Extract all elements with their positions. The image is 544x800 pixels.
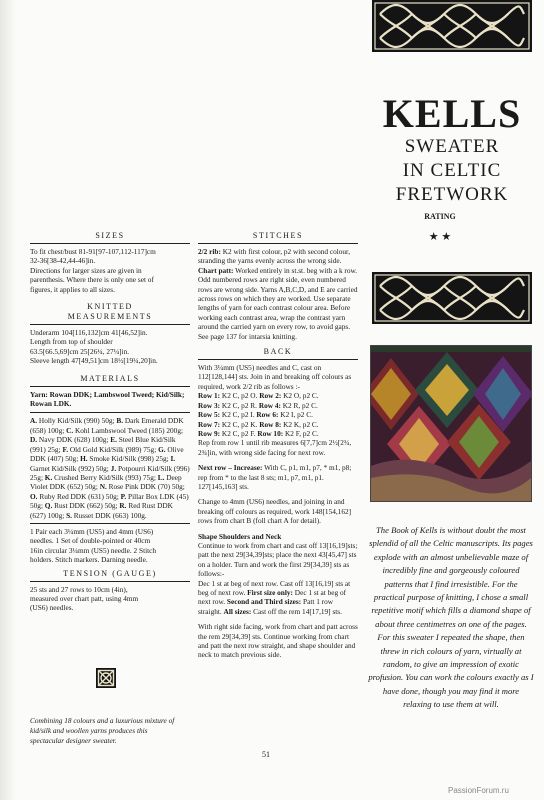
all-sizes-label: All sizes: — [223, 606, 252, 616]
yarn-code: E. — [110, 435, 117, 445]
needles-line: needles. 1 Set of double-pointed or 40cm — [30, 536, 151, 546]
row-label: Row 2: — [259, 391, 282, 401]
rib-row — [198, 391, 358, 400]
yarn-code: A. — [30, 416, 38, 426]
yarn-desc: Olive DDK (407) 50g; — [30, 444, 184, 464]
yarn-desc: Deep Violet DDK (652) 50g; — [30, 472, 182, 492]
measurement-line: Underarm 104[116,132]cm 41[46,52]in. — [30, 328, 148, 338]
yarn-desc: Dark Emerald DDK (658) 100g; — [30, 416, 184, 435]
increase-row — [198, 463, 358, 491]
row-text: K2 C, p2 I. — [220, 410, 257, 420]
tension-heading: TENSION (GAUGE) — [63, 568, 157, 578]
stitches-heading: STITCHES — [252, 231, 304, 240]
measurements-heading: MEASUREMENTS — [67, 312, 153, 322]
second-third-text: Patt 1 row straight. — [198, 597, 334, 616]
needles-line: 16in circular 3¼mm (US5) needle. 2 Stitch — [30, 545, 157, 555]
tension-line: 25 sts and 27 rows to 10cm (4in), — [30, 584, 128, 594]
yarn-desc: Crushed Berry Kid/Silk (993) 75g; — [52, 472, 158, 482]
yarn-desc: Red Rust DDK (627) 100g; — [30, 501, 173, 520]
divider — [30, 324, 190, 325]
yarn-code: O. — [30, 491, 38, 501]
yarn-code: N. — [99, 482, 107, 492]
divider — [198, 359, 358, 360]
shape-heading: Shape Shoulders and Neck — [198, 531, 282, 541]
celtic-knot-border-top — [372, 0, 532, 52]
row-label: Row 4: — [258, 400, 281, 410]
title-fretwork: FRETWORK — [395, 184, 509, 205]
yarn-desc: Pillar Box LDK (45) 50g; — [30, 491, 189, 511]
watermark: PassionForum.ru — [448, 786, 509, 795]
yarn-code: J. — [110, 463, 117, 473]
rating-stars: ★ ★ — [428, 231, 452, 243]
yarn-desc: Smoke Kid/Silk (998) 25g; — [87, 454, 171, 464]
divider — [30, 412, 190, 413]
yarn-code: C. — [66, 425, 74, 435]
materials-heading: MATERIALS — [80, 373, 140, 383]
yarn-code: H. — [80, 454, 88, 464]
rib-row — [198, 410, 358, 419]
rib-row — [198, 429, 358, 438]
yarn-desc: Rust DDK (662) 50g; — [52, 501, 120, 511]
rib-after: Rep from row 1 until rib measures 6[7,7]cm 2½[2¾, 2¾]in, with wrong side facing for next row. — [198, 438, 352, 457]
yarn-list — [30, 416, 190, 519]
chart-text: Worked entirely in st.st. beg with a k row. Odd numbered rows are right side, even numbered rows are wrong side. Yarns A,B,C,D, and E are carried across rows on which they are worked. Use separate lengths of yarn for each contrast colour area. Before working each contrast area, wrap the contrast yarn around the carried yarn on every row, to avoid gaps. See page 137 for intarsia knitting. — [198, 265, 358, 341]
row-label: Row 6: — [256, 410, 279, 420]
page-number: 51 — [262, 750, 270, 759]
sizes-line: parenthesis. Where there is only one set of — [30, 275, 154, 285]
row-text: K2 C, p2 F. — [220, 428, 258, 438]
divider — [30, 581, 190, 582]
change-needles-text: Change to 4mm (US6) needles, and joining in and breaking off colours as required, work 148[154,162] rows from chart B (foll chart A for detail). — [198, 497, 352, 526]
increase-text: With C, p1, m1, p7, * m1, p8; rep from * to the last 8 sts; m1, p7, m1, p1. 127[145,163] sts. — [198, 463, 352, 491]
measurement-line: Sleeve length 47[49,51]cm 18½[19¼,20]in. — [30, 356, 158, 366]
yarn-code: D. — [30, 435, 38, 445]
first-size-label: First size only: — [247, 588, 293, 597]
yarn-code: R. — [119, 501, 127, 511]
row-label: Row 1: — [198, 391, 221, 401]
yarn-desc: Old Gold Kid/Silk (989) 75g; — [68, 444, 159, 454]
row-text: K2 K, p2 C. — [281, 419, 319, 429]
yarn-code: S. — [66, 510, 72, 520]
title-sweater: SWEATER — [404, 136, 500, 157]
yarn-code: I. — [170, 454, 176, 464]
rib-text: K2 with first colour, p2 with second colour, stranding the yarns evenly across the wrong side. — [198, 247, 351, 266]
increase-label: Next row – Increase: — [198, 463, 263, 473]
yarn-code: Q. — [44, 501, 53, 511]
yarn-code: L. — [157, 472, 165, 482]
sizes-line: Directions for larger sizes are given in — [30, 265, 142, 275]
yarn-code: P. — [120, 491, 127, 501]
row-label: Row 7: — [198, 419, 221, 429]
row-text: K2 C, p2 R. — [220, 400, 259, 410]
divider — [30, 523, 190, 524]
rib-label: 2/2 rib: — [198, 247, 221, 256]
sizes-line: 32-36[38-42,44-46]in. — [30, 256, 96, 266]
yarn-desc: Ruby Red DDK (631) 50g; — [37, 491, 121, 501]
page-gutter-shadow — [0, 0, 16, 800]
row-text: K2 I, p2 C. — [278, 410, 313, 420]
row-label: Row 5: — [198, 410, 221, 420]
final-text: With right side facing, work from chart and patt across the rem 29[34,39] sts. Continue working from chart and patt the next row straight, and shape shoulder and neck to match previous side. — [198, 622, 358, 660]
yarn-desc: Rose Pink DDK (70) 50g; — [106, 482, 185, 492]
row-label: Row 9: — [198, 428, 221, 438]
celtic-knot-border-middle — [372, 272, 532, 324]
measurement-line: 63.5[66.5,69]cm 25[26¼, 27¼]in. — [30, 346, 130, 356]
needles-line: holders. Stitch markers. Darning needle. — [30, 555, 148, 565]
middle-column — [198, 231, 358, 660]
divider — [198, 243, 358, 244]
row-label: Row 8: — [259, 419, 282, 429]
back-intro: With 3¼mm (US5) needles and C, cast on 112[128,144] sts. Join in and breaking off colours as required, work 2/2 rib as follows :- — [198, 363, 352, 391]
yarn-code: G. — [158, 444, 166, 454]
chart-label: Chart patt: — [198, 265, 234, 275]
sizes-line: To fit chest/bust 81-91[97-107,112-117]cm — [30, 247, 156, 256]
intro-text: The Book of Kells is without doubt the most splendid of all the Celtic manuscripts. Its pages explode with an almost unbelievable maze of incredibly fine and gorgeously coloured patterns that I find irresistible. For the practical purpose of knitting, I chose a small repetitive motif which fills a diamond shape of about three centimetres on one of the pages. For this sweater I repeated the shape, then threw in rich colours of yarn, virtually at random, to give an impression of exotic profusion. You can work the colours exactly as I have done, though you may find it more relaxing to use them at will. — [368, 525, 534, 710]
yarn-code: K. — [44, 472, 53, 482]
all-sizes-text: Cast off the rem 14[17,19] sts. — [251, 606, 342, 616]
yarn-desc: Russet DDK (663) 100g. — [71, 510, 147, 520]
sweater-detail-photo — [370, 345, 532, 502]
divider — [30, 386, 190, 387]
row-label: Row 3: — [198, 400, 221, 410]
left-column — [30, 231, 190, 613]
sizes-heading: SIZES — [95, 231, 125, 240]
tension-line: measured over chart patt, using 4mm — [30, 593, 139, 603]
measurement-line: Length from top of shoulder — [30, 337, 113, 347]
second-third-label: Second and Third sizes: — [226, 597, 302, 607]
row-text: K2 O, p2 C. — [281, 391, 319, 401]
measurements-heading: KNITTED — [87, 302, 133, 312]
row-text: K2 F, p2 C. — [283, 428, 319, 438]
yarn-code: F. — [62, 444, 69, 454]
row-text: K2 R, p2 C. — [280, 400, 318, 410]
yarn-desc: Holly Kid/Silk (990) 50g; — [37, 416, 117, 426]
celtic-knot-icon — [96, 668, 116, 688]
shape-text-2 — [198, 579, 358, 617]
rating-label: RATING — [424, 212, 456, 221]
materials-intro: Yarn: Rowan DDK; Lambswool Tweed; Kid/Silk; Rowan LDK. — [30, 389, 185, 409]
stitches-paragraph — [198, 247, 358, 341]
rib-row — [198, 420, 358, 429]
yarn-desc: Navy DDK (628) 100g; — [37, 435, 111, 445]
shape-text: Continue to work from chart and cast off 13[16,19]sts; patt the next 29[34,39]sts; place the next 43[45,47] sts on a holder. Turn and work the first 29[34,39] sts as follows:- — [198, 540, 358, 579]
yarn-desc: Potpourri Kid/Silk (996) 25g; — [30, 463, 190, 482]
row-text: K2 C, p2 O. — [220, 391, 260, 401]
tension-line: (US6) needles. — [30, 603, 74, 613]
title-in-celtic: IN CELTIC — [402, 160, 502, 181]
row-text: K2 C, p2 K. — [220, 419, 260, 429]
yarn-code: B. — [116, 416, 124, 426]
shape-dec-text: Dec 1 st at beg of next row. Cast off 13[16,19] sts at beg of next row. — [198, 578, 351, 597]
rib-row — [198, 401, 358, 410]
yarn-desc: Garnet Kid/Silk (992) 50g; — [30, 463, 111, 473]
yarn-desc: Kohl Lambswool Tweed (185) 200g; — [73, 425, 183, 435]
yarn-desc: Steel Blue Kid/Silk (991) 25g; — [30, 435, 176, 454]
back-heading: BACK — [263, 347, 293, 357]
divider — [30, 243, 190, 244]
title-kells: KELLS — [382, 91, 522, 136]
needles-line: 1 Pair each 3¼mm (US5) and 4mm (US6) — [30, 526, 154, 536]
sizes-line: figures, it applies to all sizes. — [30, 284, 115, 294]
first-size-text: Dec 1 st at beg of next row. — [198, 588, 347, 607]
photo-caption: Combining 18 colours and a luxurious mixture of kid/silk and woollen yarns produces this spectacular designer sweater. — [30, 716, 175, 745]
row-label: Row 10: — [257, 428, 284, 438]
